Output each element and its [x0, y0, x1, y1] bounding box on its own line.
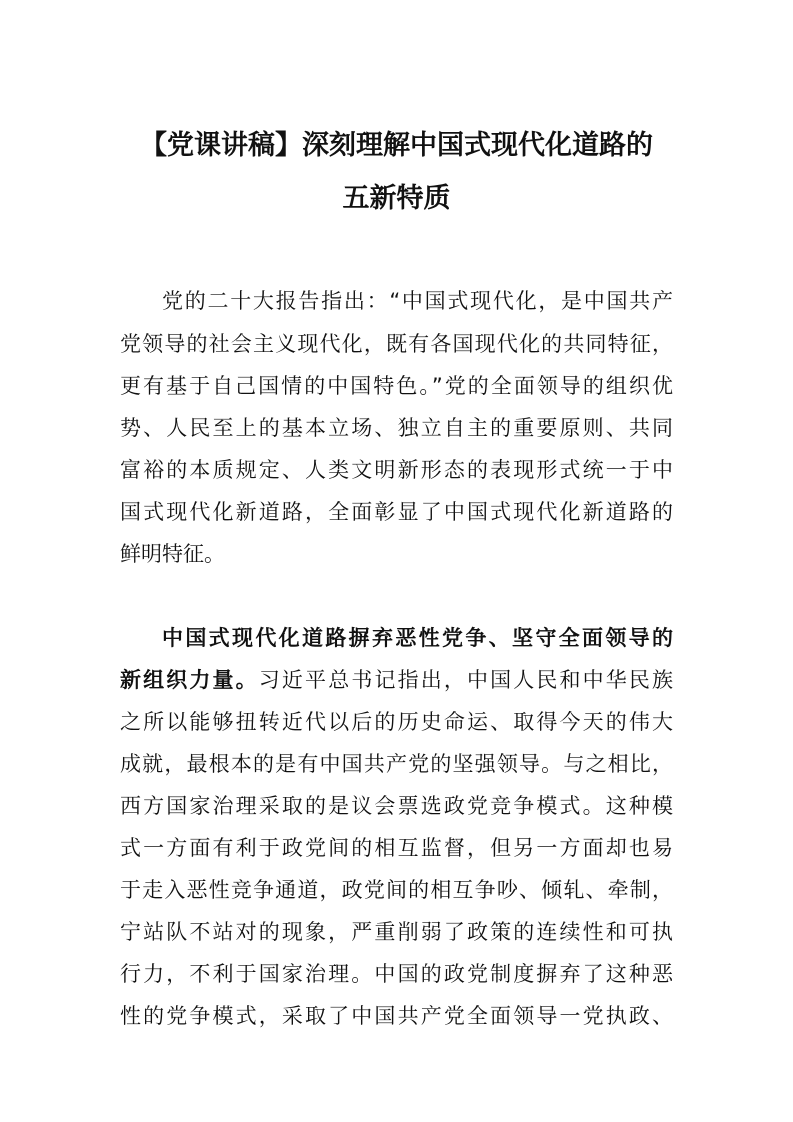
paragraph-line: 宁站队不站对的现象，严重削弱了政策的连续性和可执: [120, 920, 673, 944]
paragraph-text: 习近平总书记指出，中国人民和中华民族: [258, 668, 674, 692]
paragraph-line: 西方国家治理采取的是议会票选政党竞争模式。这种模: [120, 794, 673, 818]
paragraph-line: 鲜明特征。: [120, 542, 225, 566]
document-title-line-1: 【党课讲稿】深刻理解中国式现代化道路的: [140, 130, 653, 161]
paragraph-line: 于走入恶性竞争通道，政党间的相互争吵、倾轧、牵制，: [120, 878, 673, 902]
paragraph-line: 式一方面有利于政党间的相互监督，但另一方面却也易: [120, 836, 673, 860]
paragraph-line: 富裕的本质规定、人类文明新形态的表现形式统一于中: [120, 458, 673, 482]
paragraph-line: 更有基于自己国情的中国特色。”党的全面领导的组织优: [120, 374, 673, 398]
paragraph-line: 党的二十大报告指出：“中国式现代化，是中国共产: [162, 289, 673, 313]
paragraph-line: 之所以能够扭转近代以后的历史命运、取得今天的伟大: [120, 710, 673, 734]
paragraph-line: 性的党争模式，采取了中国共产党全面领导一党执政、: [120, 1004, 673, 1028]
paragraph-line: 行力，不利于国家治理。中国的政党制度摒弃了这种恶: [120, 962, 673, 986]
section-heading-end: 新组织力量。: [120, 668, 259, 692]
paragraph-line: 成就，最根本的是有中国共产党的坚强领导。与之相比，: [120, 752, 673, 776]
section-heading-line-2: [120, 666, 673, 694]
document-title-line-2: 五新特质: [342, 183, 451, 214]
section-heading-line-1: 中国式现代化道路摒弃恶性党争、坚守全面领导的: [162, 626, 673, 650]
paragraph-line: 国式现代化新道路，全面彰显了中国式现代化新道路的: [120, 500, 673, 524]
paragraph-line: 党领导的社会主义现代化，既有各国现代化的共同特征，: [120, 332, 673, 356]
paragraph-line: 势、人民至上的基本立场、独立自主的重要原则、共同: [120, 416, 673, 440]
